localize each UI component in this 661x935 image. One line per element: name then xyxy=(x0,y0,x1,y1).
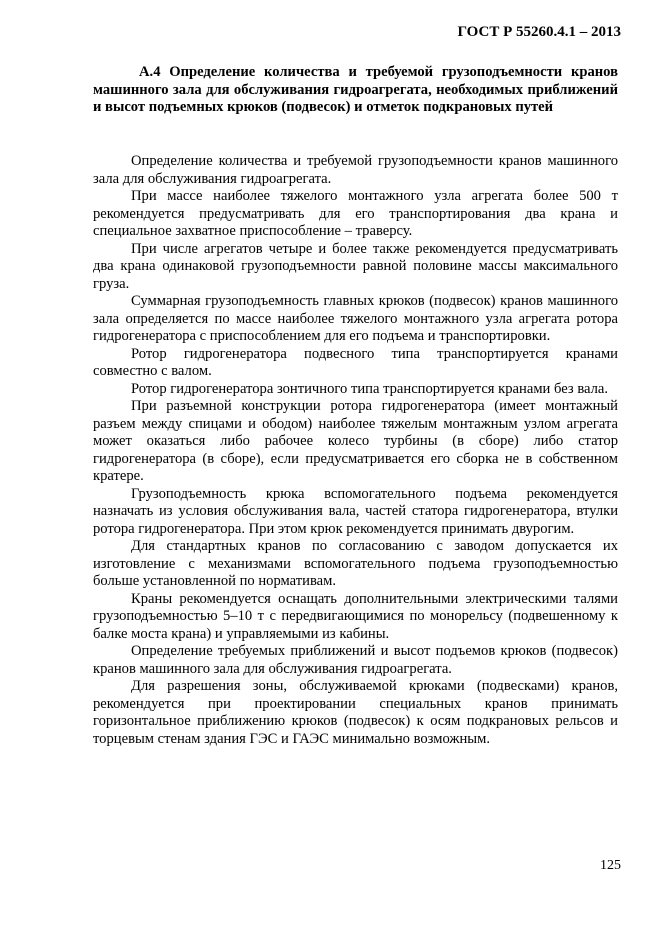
body-text xyxy=(93,153,618,748)
paragraph: Определение количества и требуемой грузоподъемности кранов машинного зала для обслуживания гидроагрегата. xyxy=(93,153,618,187)
paragraph: Ротор гидрогенератора зонтичного типа транспортируется кранами без вала. xyxy=(131,380,609,397)
paragraph: При разъемной конструкции ротора гидрогенератора (имеет монтажный разъем между спицами и ободом) наиболее тяжелым монтажным узлом агрегата может оказаться либо рабочее колесо турбины (в сборе) либо статор гидрогенератора (в сборе), если предусматривается его сборка не в собственном кратере. xyxy=(93,398,618,484)
page-number: 125 xyxy=(600,858,621,873)
paragraph: Суммарная грузоподъемность главных крюков (подвесок) кранов машинного зала определяется по массе наиболее тяжелого монтажного узла агрегата ротора гидрогенератора с приспособлением для его подъема и транспортировки. xyxy=(93,293,618,344)
paragraph: Грузоподъемность крюка вспомогательного подъема рекомендуется назначать из условия обслуживания вала, частей статора гидрогенератора, втулки ротора гидрогенератора. При этом крюк рекомендуется принимать двурогим. xyxy=(93,485,618,537)
paragraph: Определение требуемых приближений и высот подъемов крюков (подвесок) кранов машинного зала для обслуживания гидроагрегата. xyxy=(93,643,618,677)
paragraph: Краны рекомендуется оснащать дополнительными электрическими талями грузоподъемностью 5–10 т с передвигающимися по монорельсу (подвешенному к балке моста крана) и управляемыми из кабины. xyxy=(93,590,618,642)
paragraph: При массе наиболее тяжелого монтажного узла агрегата более 500 т рекомендуется предусматривать для его транспортирования два крана и специальное захватное приспособление – траверсу. xyxy=(93,188,618,239)
document-code-header: ГОСТ Р 55260.4.1 – 2013 xyxy=(457,24,621,40)
section-heading: А.4 Определение количества и требуемой грузоподъемности кранов машинного зала для обслуживания гидроагрегата, необходимых приближений и высот подъемных крюков (подвесок) и отметок подкрановых путей xyxy=(93,64,618,115)
paragraph: Для стандартных кранов по согласованию с заводом допускается их изготовление с механизмами вспомогательного подъема грузоподъемностью больше установленной по нормативам. xyxy=(93,538,618,589)
paragraph: Для разрешения зоны, обслуживаемой крюками (подвесками) кранов, рекомендуется при проектировании специальных кранов принимать горизонтальное приближению крюков (подвесок) к осям подкрановых рельсов и торцевым стенам здания ГЭС и ГАЭС минимально возможным. xyxy=(93,678,618,747)
paragraph: При числе агрегатов четыре и более также рекомендуется предусматривать два крана одинаковой грузоподъемности равной половине массы максимального груза. xyxy=(93,240,618,292)
paragraph: Ротор гидрогенератора подвесного типа транспортируется кранами совместно с валом. xyxy=(93,345,618,379)
